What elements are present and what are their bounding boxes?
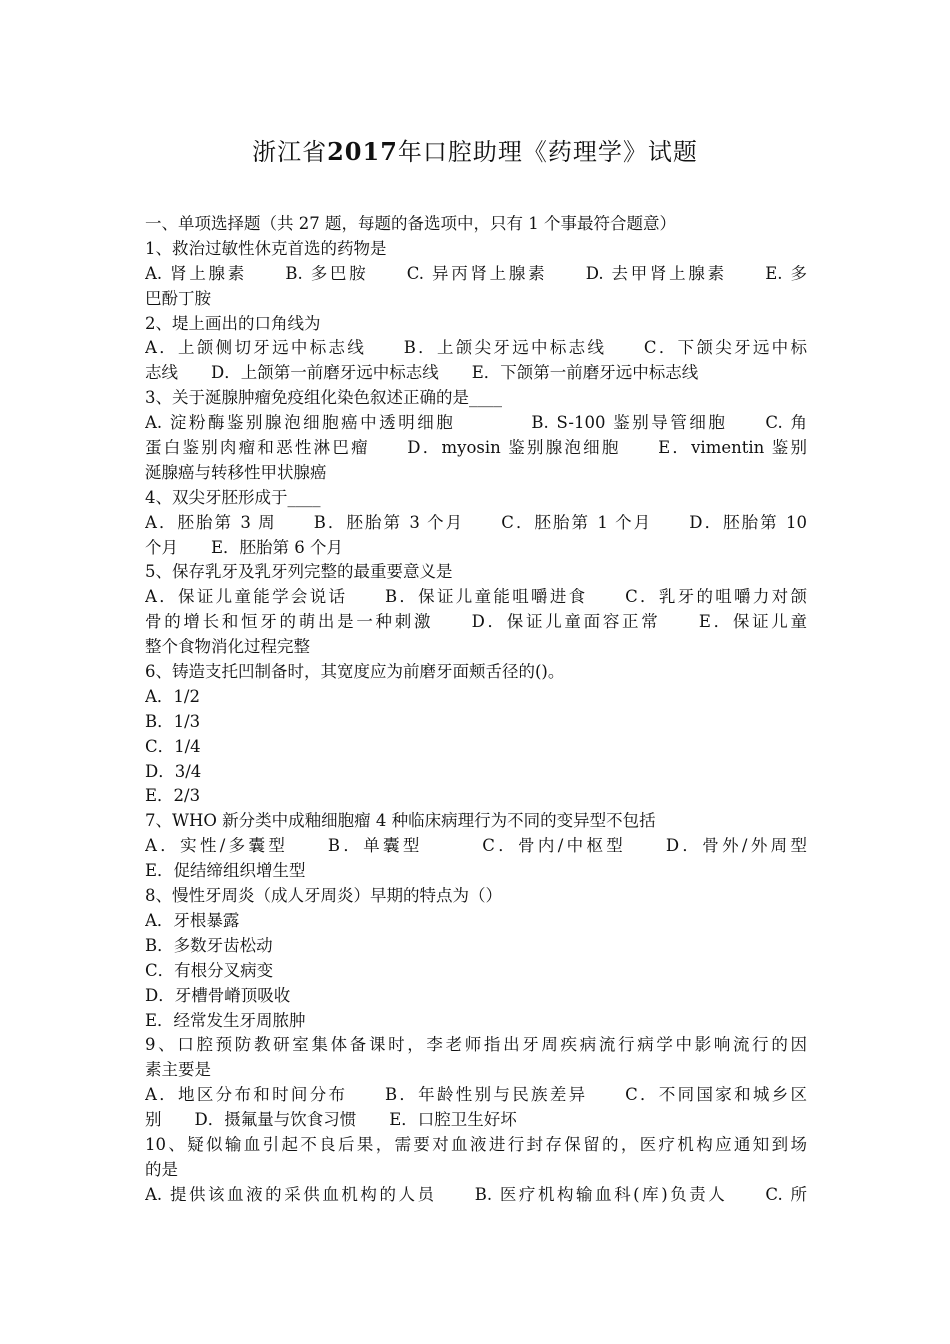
question-1-options-cont: 巴酚丁胺 bbox=[145, 288, 211, 308]
question-10-stem-cont: 的是 bbox=[145, 1159, 178, 1179]
question-9-options-cont: 别 D．摄氟量与饮食习惯 E．口腔卫生好坏 bbox=[145, 1110, 517, 1130]
question-6-option-e: E．2/3 bbox=[145, 786, 201, 806]
question-6-option-a: A．1/2 bbox=[145, 686, 200, 706]
question-9-stem: 9、口腔预防教研室集体备课时，李老师指出牙周疾病流行病学中影响流行的因 bbox=[145, 1035, 807, 1055]
question-6-option-c: C．1/4 bbox=[145, 736, 201, 756]
question-7-stem: 7、WHO 新分类中成釉细胞瘤 4 种临床病理行为不同的变异型不包括 bbox=[145, 811, 656, 831]
question-10-stem: 10、疑似输血引起不良后果，需要对血液进行封存保留的，医疗机构应通知到场 bbox=[145, 1134, 807, 1154]
title-prefix: 浙江省 bbox=[252, 138, 328, 166]
question-8-stem: 8、慢性牙周炎（成人牙周炎）早期的特点为（） bbox=[145, 886, 502, 906]
question-4-stem: 4、双尖牙胚形成于____ bbox=[145, 487, 321, 507]
question-body bbox=[145, 212, 807, 1208]
question-3-options-cont: 蛋白鉴别肉瘤和恶性淋巴瘤 D．myosin 鉴别腺泡细胞 E．vimentin 鉴别 bbox=[145, 438, 807, 458]
question-6-option-d: D．3/4 bbox=[145, 761, 202, 781]
question-4-options-cont: 个月 E．胚胎第 6 个月 bbox=[145, 537, 344, 557]
question-4-options: A．胚胎第 3 周 B．胚胎第 3 个月 C．胚胎第 1 个月 D．胚胎第 10 bbox=[145, 512, 807, 532]
question-8-option-e: E．经常发生牙周脓肿 bbox=[145, 1010, 306, 1030]
question-8-option-a: A．牙根暴露 bbox=[145, 910, 240, 930]
question-2-options-cont: 志线 D．上颌第一前磨牙远中标志线 E．下颌第一前磨牙远中标志线 bbox=[145, 363, 699, 383]
question-6-stem: 6、铸造支托凹制备时，其宽度应为前磨牙面颊舌径的()。 bbox=[145, 662, 565, 682]
question-5-options-cont: 骨的增长和恒牙的萌出是一种刺激 D．保证儿童面容正常 E．保证儿童 bbox=[145, 612, 807, 632]
title-year: 2017 bbox=[327, 137, 398, 166]
question-5-options: A．保证儿童能学会说话 B．保证儿童能咀嚼进食 C．乳牙的咀嚼力对颌 bbox=[145, 587, 807, 607]
question-3-options: A. 淀粉酶鉴别腺泡细胞癌中透明细胞 B. S-100 鉴别导管细胞 C. 角 bbox=[145, 413, 807, 433]
document-title bbox=[0, 132, 950, 172]
question-8-option-c: C．有根分叉病变 bbox=[145, 960, 274, 980]
question-9-stem-cont: 素主要是 bbox=[145, 1060, 211, 1080]
question-1-options: A. 肾上腺素 B. 多巴胺 C. 异丙肾上腺素 D. 去甲肾上腺素 E. 多 bbox=[145, 263, 807, 283]
question-2-stem: 2、堤上画出的口角线为 bbox=[145, 313, 321, 333]
question-1-stem: 1、救治过敏性休克首选的药物是 bbox=[145, 238, 387, 258]
question-10-options: A. 提供该血液的采供血机构的人员 B. 医疗机构输血科(库)负责人 C. 所 bbox=[145, 1184, 807, 1204]
question-7-options: A．实性/多囊型 B．单囊型 C．骨内/中枢型 D．骨外/外周型 bbox=[145, 836, 807, 856]
question-6-option-b: B．1/3 bbox=[145, 711, 201, 731]
question-5-options-end: 整个食物消化过程完整 bbox=[145, 637, 310, 657]
question-3-stem: 3、关于涎腺肿瘤免疫组化染色叙述正确的是____ bbox=[145, 388, 502, 408]
question-7-options-cont: E．促结缔组织增生型 bbox=[145, 861, 306, 881]
question-8-option-d: D．牙槽骨嵴顶吸收 bbox=[145, 985, 291, 1005]
question-3-options-end: 涎腺癌与转移性甲状腺癌 bbox=[145, 462, 327, 482]
question-9-options: A．地区分布和时间分布 B．年龄性别与民族差异 C．不同国家和城乡区 bbox=[145, 1085, 807, 1105]
question-2-options: A．上颌侧切牙远中标志线 B．上颌尖牙远中标志线 C．下颌尖牙远中标 bbox=[145, 338, 807, 358]
section-heading: 一、单项选择题（共 27 题，每题的备选项中，只有 1 个事最符合题意） bbox=[145, 214, 676, 233]
question-5-stem: 5、保存乳牙及乳牙列完整的最重要意义是 bbox=[145, 562, 453, 582]
title-suffix: 年口腔助理《药理学》试题 bbox=[397, 138, 698, 166]
question-8-option-b: B．多数牙齿松动 bbox=[145, 935, 273, 955]
